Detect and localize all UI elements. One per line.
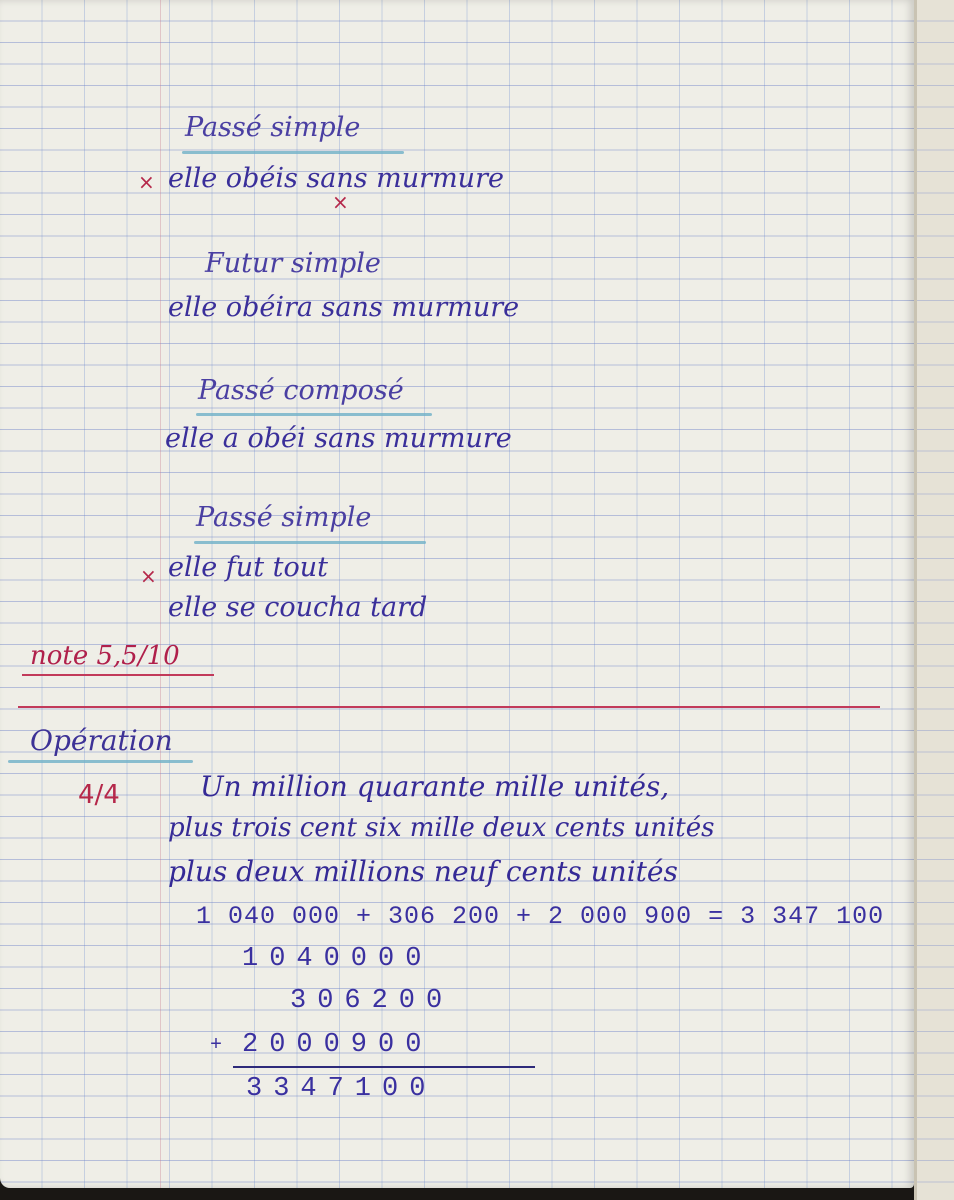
margin-line <box>160 0 161 1188</box>
sum-line <box>233 1066 535 1068</box>
plus-sign: + <box>210 1034 224 1057</box>
equation: 1 040 000 + 306 200 + 2 000 900 = 3 347 100 <box>196 902 885 931</box>
addend-row-1: 1040000 <box>242 944 433 974</box>
sentence-passe-compose: elle a obéi sans murmure <box>165 423 512 454</box>
heading-passe-simple: Passé simple <box>185 112 361 143</box>
error-mark: × <box>140 564 157 588</box>
score: 4/4 <box>78 780 120 810</box>
next-page-edge <box>914 0 954 1200</box>
sentence-futur-simple: elle obéira sans murmure <box>168 292 520 323</box>
heading-passe-compose: Passé composé <box>198 375 404 406</box>
note-underline <box>22 674 214 676</box>
error-mark: × <box>138 170 155 194</box>
correction-mark: × <box>332 190 349 214</box>
operation-title: Opération <box>30 724 173 757</box>
sentence-coucha-tard: elle se coucha tard <box>168 592 428 623</box>
sum-row: 3347100 <box>246 1074 437 1104</box>
sentence-passe-simple: elle obéis sans murmure <box>168 163 504 194</box>
problem-line-2: plus trois cent six mille deux cents unités <box>168 813 715 843</box>
heading-underline <box>194 541 426 544</box>
grade-note: note 5,5/10 <box>30 641 180 671</box>
heading-underline <box>182 151 404 154</box>
heading-underline <box>196 413 432 416</box>
problem-line-1: Un million quarante mille unités, <box>200 770 670 803</box>
sentence-fut-tout: elle fut tout <box>168 552 328 583</box>
heading-passe-simple-2: Passé simple <box>196 502 372 533</box>
addend-row-2: 306200 <box>290 986 454 1016</box>
problem-line-3: plus deux millions neuf cents unités <box>168 855 678 888</box>
title-underline <box>8 760 193 763</box>
heading-futur-simple: Futur simple <box>205 248 381 279</box>
addend-row-3: 2000900 <box>242 1030 433 1060</box>
section-divider <box>18 706 880 708</box>
